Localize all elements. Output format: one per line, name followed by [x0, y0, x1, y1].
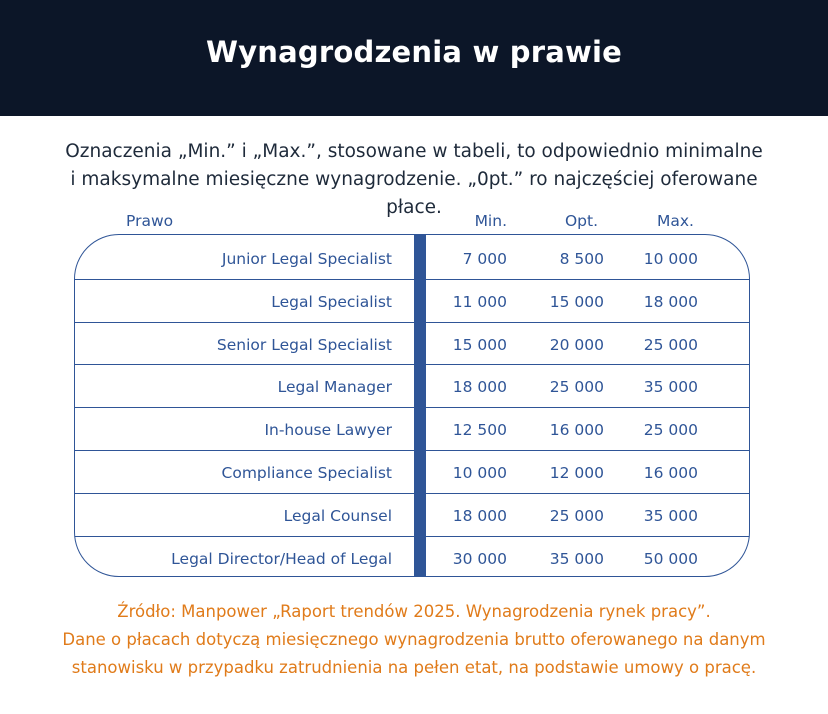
row-separator	[75, 322, 749, 323]
row-separator	[75, 536, 749, 537]
column-header-min: Min.	[474, 212, 507, 230]
row-max-salary: 18 000	[643, 292, 698, 311]
row-position-label: Legal Manager	[277, 378, 392, 397]
row-opt-salary: 25 000	[549, 506, 604, 525]
row-position-label: Senior Legal Specialist	[216, 335, 392, 354]
page-title: Wynagrodzenia w prawie	[206, 35, 622, 69]
row-min-salary: 7 000	[462, 250, 507, 268]
row-separator	[75, 407, 749, 408]
row-min-salary: 15 000	[452, 335, 507, 354]
source-note	[20, 598, 808, 682]
row-opt-salary: 35 000	[549, 549, 604, 568]
row-max-salary: 10 000	[643, 250, 698, 268]
column-header-opt: Opt.	[564, 212, 598, 230]
source-line-2: Dane o płacach dotyczą miesięcznego wynagrodzenia brutto oferowanego na danym	[62, 630, 766, 649]
row-opt-salary: 20 000	[549, 335, 604, 354]
row-position-label: Legal Specialist	[271, 292, 392, 311]
row-max-salary: 16 000	[643, 464, 698, 482]
row-opt-salary: 8 500	[559, 250, 604, 268]
column-header-category: Prawo	[126, 212, 174, 230]
row-min-salary: 18 000	[452, 378, 507, 397]
source-line-1: Źródło: Manpower „Raport trendów 2025. Wynagrodzenia rynek pracy”.	[117, 602, 711, 621]
row-max-salary: 25 000	[643, 421, 698, 440]
row-position-label: Legal Director/Head of Legal	[171, 549, 392, 568]
row-max-salary: 35 000	[643, 378, 698, 397]
row-opt-salary: 15 000	[549, 292, 604, 311]
row-min-salary: 18 000	[452, 506, 507, 525]
row-max-salary: 35 000	[643, 506, 698, 525]
row-opt-salary: 25 000	[549, 378, 604, 397]
row-max-salary: 50 000	[643, 549, 698, 568]
intro-line-1: Oznaczenia „Min.” i „Max.”, stosowane w tabeli, to odpowiednio minimalne	[65, 141, 763, 162]
row-separator	[75, 450, 749, 451]
row-min-salary: 10 000	[452, 464, 507, 482]
title-banner	[0, 0, 828, 116]
column-header-max: Max.	[657, 212, 694, 230]
row-min-salary: 30 000	[452, 549, 507, 568]
row-max-salary: 25 000	[643, 335, 698, 354]
intro-line-2: i maksymalne miesięczne wynagrodzenie. „0pt.” ro najczęściej oferowane płace.	[70, 169, 758, 218]
row-min-salary: 11 000	[452, 292, 507, 311]
row-separator	[75, 364, 749, 365]
row-position-label: In-house Lawyer	[264, 421, 392, 440]
column-divider-bar	[414, 234, 426, 577]
row-opt-salary: 12 000	[549, 464, 604, 482]
row-position-label: Junior Legal Specialist	[221, 250, 392, 268]
intro-text	[40, 138, 788, 222]
row-separator	[75, 279, 749, 280]
row-opt-salary: 16 000	[549, 421, 604, 440]
row-position-label: Compliance Specialist	[221, 464, 392, 482]
row-min-salary: 12 500	[452, 421, 507, 440]
source-line-3: stanowisku w przypadku zatrudnienia na pełen etat, na podstawie umowy o pracę.	[71, 658, 757, 677]
row-separator	[75, 493, 749, 494]
row-position-label: Legal Counsel	[283, 506, 392, 525]
